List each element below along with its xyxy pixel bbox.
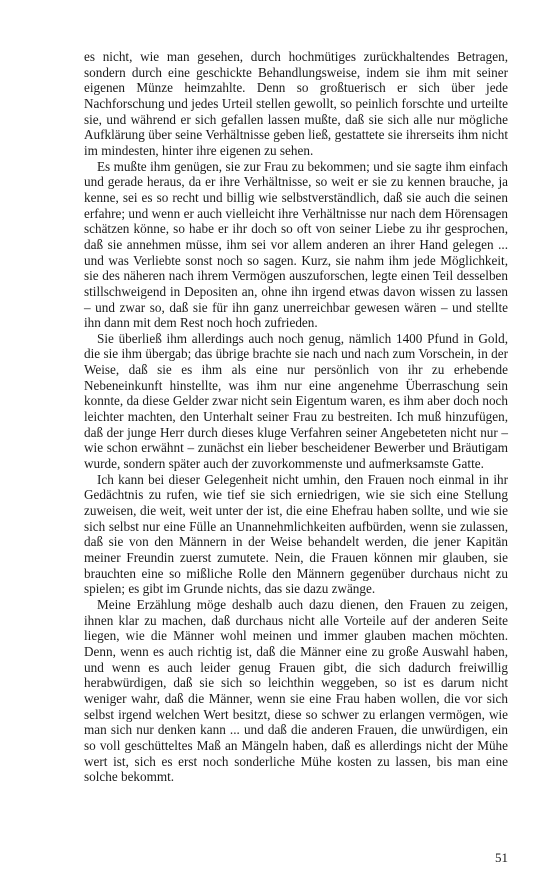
body-text: [84, 49, 508, 785]
paragraph-5: Meine Erzählung möge deshalb auch dazu dienen, den Frauen zu zeigen, ihnen klar zu machen, daß durchaus nicht alle Vorteile auf der anderen Seite liegen, wie die Männer wohl meinen und immer glauben machen möchten. Denn, wenn es auch richtig ist, daß die Männer eine zu große Auswahl haben, und wenn es auch leider genug Frauen gibt, die sich dadurch freiwillig herabwürdigen, daß sie sich so leichthin weggeben, so ist es darum nicht weniger wahr, daß die Männer, wenn sie eine Frau haben wollen, die vor sich selbst irgend welchen Wert besitzt, diese so schwer zu erlangen vermögen, wie man sich nur denken kann ... und daß die anderen Frauen, die unwürdigen, ein so voll geschütteltes Maß an Mängeln haben, daß es allerdings nicht der Mühe wert ist, sich es erst noch sonderliche Mühe kosten zu lassen, bis man eine solche bekommt.: [84, 596, 508, 785]
paragraph-3: Sie überließ ihm allerdings auch noch genug, nämlich 1400 Pfund in Gold, die sie ihm übergab; das übrige brachte sie nach und nach zum Vorschein, in der Weise, daß sie es ihm als eine nur persönlich von ihr zu erhebende Nebeneinkunft hinstellte, was ihm nur eine angenehme Überraschung sein konnte, da diese Gelder zwar nicht sein Eigentum waren, es ihm aber doch noch leichter machten, den Unterhalt seiner Frau zu bestreiten. Ich muß hinzufügen, daß der junge Herr durch dieses kluge Verfahren seiner Angebeteten nicht nur – wie schon erwähnt – zunächst ein lieber bescheidener Bewerber und Bräutigam wurde, sondern später auch der zuvorkommenste und aufmerksamste Gatte.: [84, 330, 508, 472]
paragraph-1: es nicht, wie man gesehen, durch hochmütiges zurückhaltendes Betragen, sondern durch eine geschickte Behandlungsweise, indem sie ihm mit seiner eigenen Münze heimzahlte. Denn so großtuerisch er sich über jede Nachforschung und jedes Urteil stellen gewollt, so peinlich forschte und urteilte sie, und während er sich gefallen lassen mußte, daß sie sich alle nur mögliche Aufklärung über seine Verhältnisse geben ließ, gestattete sie ihrerseits ihm nicht im mindesten, hinter ihre eigenen zu sehen.: [84, 49, 508, 158]
paragraph-4: Ich kann bei dieser Gelegenheit nicht umhin, den Frauen noch einmal in ihr Gedächtnis zu rufen, wie tief sie sich erniedrigen, wie sie sich eine Stellung zuweisen, die weit, weit unter der ist, die eine Ehefrau haben sollte, und wie sie sich selbst nur eine Fülle an Unannehmlichkeiten aufbürden, wenn sie zulassen, daß sie von den Männern in der Weise behandelt werden, die jener Kapitän meiner Freundin zuerst zumutete. Nein, die Frauen können mir glauben, sie brauchten eine so mißliche Rolle den Männern gegenüber durchaus nicht zu spielen; es gibt im Grunde nichts, das sie dazu zwänge.: [84, 471, 508, 597]
paragraph-2: Es mußte ihm genügen, sie zur Frau zu bekommen; und sie sagte ihm einfach und gerade heraus, da er ihre Verhältnisse, so weit er sie zu kennen brauche, ja kenne, sei es so recht und billig wie selbstverständlich, daß sie auch die seinen erfahre; und wenn er auch vielleicht ihre Verhältnisse nur nach dem Hörensagen schätzen könne, so habe er ihr doch so oft von seiner Liebe zu ihr gesprochen, daß sie annehmen müsse, ihm sei vor allem anderen an ihrer Hand gelegen ... und was Verliebte sonst noch so sagen. Kurz, sie nahm ihm jede Möglichkeit, sie des näheren nach ihrem Vermögen auszuforschen, legte einen Teil desselben stillschweigend in Depositen an, ohne ihn irgend etwas davon wissen zu lassen – und zwar so, daß sie für ihn ganz unerreichbar gewesen wären – und stellte ihn dann mit dem Rest noch hoch zufrieden.: [84, 158, 508, 331]
page-number: 51: [495, 850, 508, 865]
